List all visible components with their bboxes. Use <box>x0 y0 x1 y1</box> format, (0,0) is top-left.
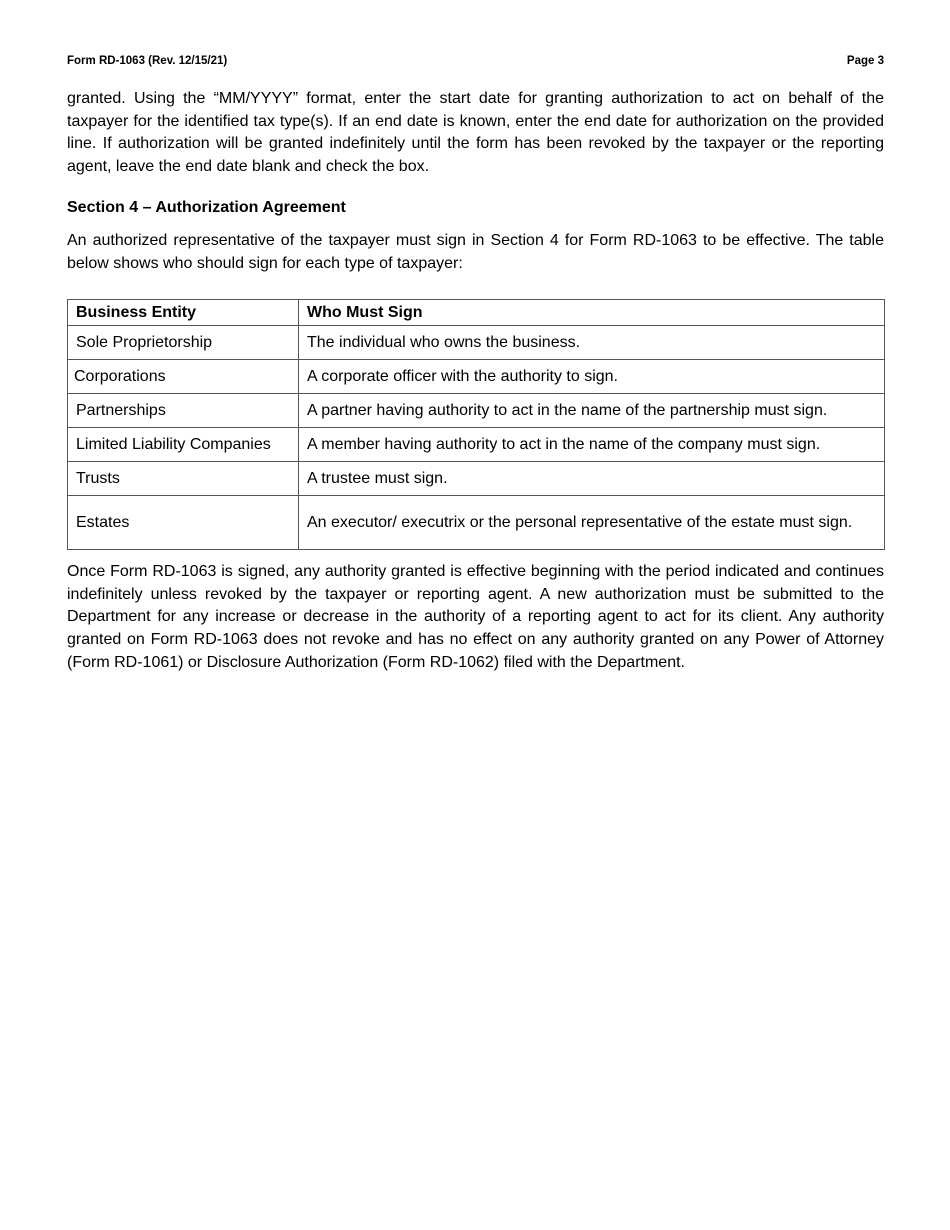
entity-cell: Corporations <box>68 360 299 394</box>
entity-cell: Sole Proprietorship <box>68 326 299 360</box>
signer-cell: A corporate officer with the authority to sign. <box>299 360 885 394</box>
signer-cell: A trustee must sign. <box>299 462 885 496</box>
closing-paragraph: Once Form RD-1063 is signed, any authority granted is effective beginning with the period indicated and continues indefinitely unless revoked by the taxpayer or reporting agent. A new authorization must be submitted to the Department for any increase or decrease in the authority of a reporting agent to act for its client. Any authority granted on Form RD-1063 does not revoke and has no effect on any authority granted on any Power of Attorney (Form RD-1061) or Disclosure Authorization (Form RD-1062) filed with the Department. <box>67 563 884 671</box>
table-header-row <box>68 300 885 326</box>
section-4-intro-paragraph: An authorized representative of the taxpayer must sign in Section 4 for Form RD-1063 to be effective. The table below shows who should sign for each type of taxpayer: <box>67 232 884 272</box>
table-row <box>68 360 885 394</box>
table-row <box>68 462 885 496</box>
signer-table <box>67 299 885 550</box>
table-row <box>68 496 885 550</box>
entity-cell: Limited Liability Companies <box>68 428 299 462</box>
table-row <box>68 326 885 360</box>
continuation-paragraph: granted. Using the “MM/YYYY” format, enter the start date for granting authorization to act on behalf of the taxpayer for the identified tax type(s). If an end date is known, enter the end date for authorization on the provided line. If authorization will be granted indefinitely until the form has been revoked by the taxpayer or the reporting agent, leave the end date blank and check the box. <box>67 90 884 176</box>
signer-cell: An executor/ executrix or the personal representative of the estate must sign. <box>299 496 885 550</box>
section-4-heading: Section 4 – Authorization Agreement <box>67 199 346 216</box>
signer-cell: A member having authority to act in the name of the company must sign. <box>299 428 885 462</box>
entity-cell: Estates <box>68 496 299 550</box>
signer-cell: The individual who owns the business. <box>299 326 885 360</box>
column-header-who-must-sign: Who Must Sign <box>299 300 885 326</box>
page-header <box>67 55 884 67</box>
signer-cell: A partner having authority to act in the name of the partnership must sign. <box>299 394 885 428</box>
page-number: Page 3 <box>846 55 884 67</box>
column-header-business-entity: Business Entity <box>68 300 299 326</box>
form-id: Form RD-1063 (Rev. 12/15/21) <box>67 55 228 67</box>
table-row <box>68 428 885 462</box>
entity-cell: Partnerships <box>68 394 299 428</box>
entity-cell: Trusts <box>68 462 299 496</box>
table-row <box>68 394 885 428</box>
